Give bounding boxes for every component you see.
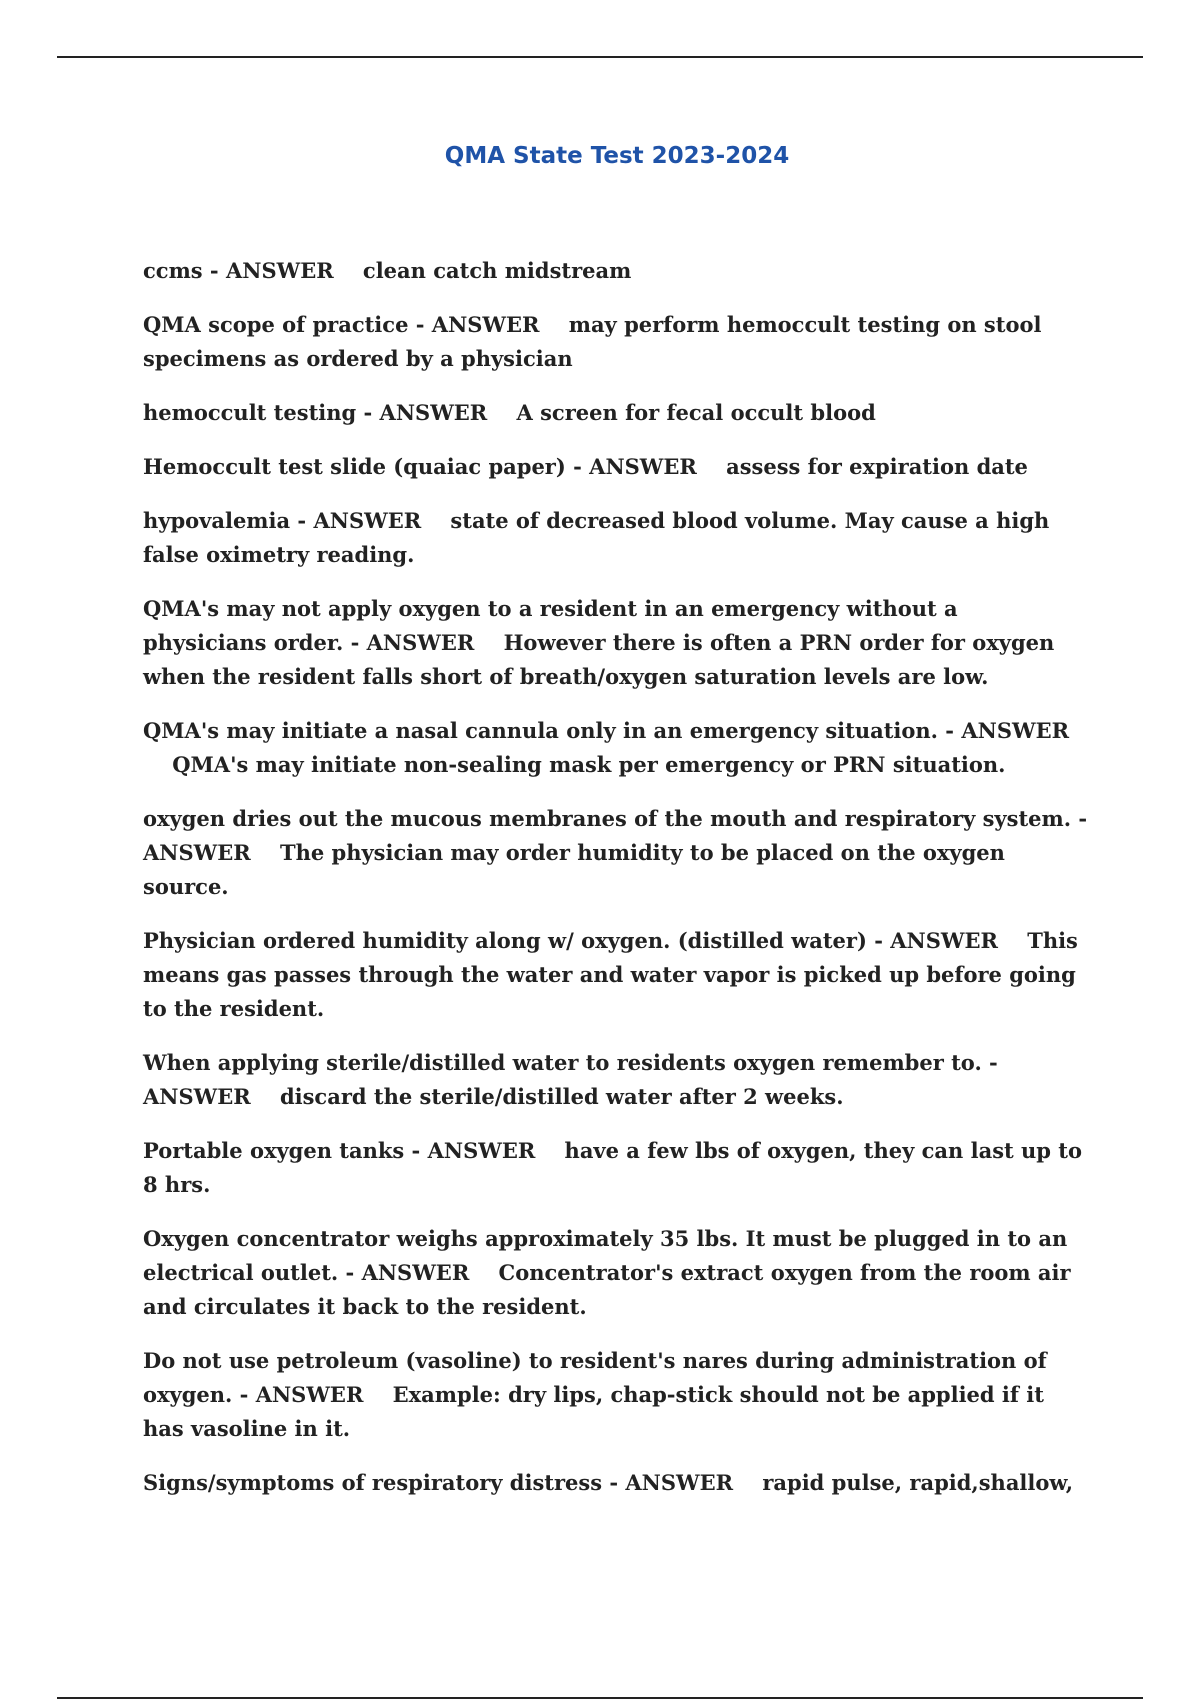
- bottom-rule: [57, 1697, 1143, 1699]
- answer-separator: - ANSWER: [143, 806, 1088, 865]
- qa-item: [143, 308, 1088, 376]
- qa-item: [143, 1466, 1088, 1500]
- qa-item: [143, 504, 1088, 572]
- question-text: Physician ordered humidity along w/ oxygen. (distilled water): [143, 928, 867, 953]
- question-text: QMA's may initiate a nasal cannula only in an emergency situation.: [143, 718, 938, 743]
- page-title: QMA State Test 2023-2024: [444, 143, 790, 169]
- answer-separator: - ANSWER: [143, 1050, 998, 1109]
- answer-text: However there is often a PRN order for oxygen when the resident falls short of breath/oxygen saturation levels are low.: [143, 630, 1055, 689]
- qa-item: [143, 1222, 1088, 1324]
- answer-separator: - ANSWER: [866, 928, 998, 953]
- answer-separator: - ANSWER: [343, 630, 475, 655]
- question-text: Hemoccult test slide (quaiac paper): [143, 454, 566, 479]
- answer-text: Concentrator's extract oxygen from the room air and circulates it back to the resident.: [143, 1260, 1071, 1319]
- answer-separator: - ANSWER: [404, 1138, 536, 1163]
- answer-separator: - ANSWER: [408, 312, 540, 337]
- question-text: Signs/symptoms of respiratory distress: [143, 1470, 603, 1495]
- qa-list: [143, 254, 1088, 1520]
- answer-text: This means gas passes through the water and water vapor is picked up before going to the resident.: [143, 928, 1078, 1021]
- question-text: Oxygen concentrator weighs approximately 35 lbs. It must be plugged in to an electrical outlet.: [143, 1226, 1068, 1285]
- question-text: ccms: [143, 258, 203, 283]
- answer-text: Example: dry lips, chap-stick should not be applied if it has vasoline in it.: [143, 1382, 1044, 1441]
- answer-text: assess for expiration date: [726, 454, 1028, 479]
- answer-text: A screen for fecal occult blood: [516, 400, 876, 425]
- qa-item: [143, 1134, 1088, 1202]
- answer-separator: - ANSWER: [232, 1382, 364, 1407]
- answer-text: state of decreased blood volume. May cause a high false oximetry reading.: [143, 508, 1050, 567]
- answer-separator: - ANSWER: [602, 1470, 734, 1495]
- answer-text: have a few lbs of oxygen, they can last up to 8 hrs.: [143, 1138, 1083, 1197]
- qa-item: [143, 254, 1088, 288]
- question-text: QMA's may not apply oxygen to a resident in an emergency without a physicians order.: [143, 596, 958, 655]
- question-text: oxygen dries out the mucous membranes of the mouth and respiratory system.: [143, 806, 1072, 831]
- question-text: hypovalemia: [143, 508, 291, 533]
- qa-item: [143, 714, 1088, 782]
- answer-text: discard the sterile/distilled water after 2 weeks.: [279, 1084, 844, 1109]
- answer-text: QMA's may initiate non-sealing mask per emergency or PRN situation.: [172, 752, 1006, 777]
- qa-item: [143, 802, 1088, 904]
- answer-separator: - ANSWER: [338, 1260, 470, 1285]
- answer-separator: - ANSWER: [565, 454, 697, 479]
- qa-item: [143, 1046, 1088, 1114]
- question-text: When applying sterile/distilled water to residents oxygen remember to.: [143, 1050, 982, 1075]
- answer-separator: - ANSWER: [356, 400, 488, 425]
- qa-item: [143, 924, 1088, 1026]
- answer-text: rapid pulse, rapid,shallow,: [762, 1470, 1074, 1495]
- answer-separator: - ANSWER: [938, 718, 1070, 743]
- qa-item: [143, 1344, 1088, 1446]
- question-text: Portable oxygen tanks: [143, 1138, 405, 1163]
- answer-separator: - ANSWER: [290, 508, 422, 533]
- qa-item: [143, 396, 1088, 430]
- qa-item: [143, 450, 1088, 484]
- top-rule: [57, 56, 1143, 58]
- question-text: QMA scope of practice: [143, 312, 409, 337]
- question-text: Do not use petroleum (vasoline) to resident's nares during administration of oxygen.: [143, 1348, 1047, 1407]
- question-text: hemoccult testing: [143, 400, 357, 425]
- answer-text: may perform hemoccult testing on stool specimens as ordered by a physician: [143, 312, 1042, 371]
- qa-item: [143, 592, 1088, 694]
- answer-text: The physician may order humidity to be placed on the oxygen source.: [143, 840, 1005, 899]
- answer-separator: - ANSWER: [202, 258, 334, 283]
- answer-text: clean catch midstream: [362, 258, 632, 283]
